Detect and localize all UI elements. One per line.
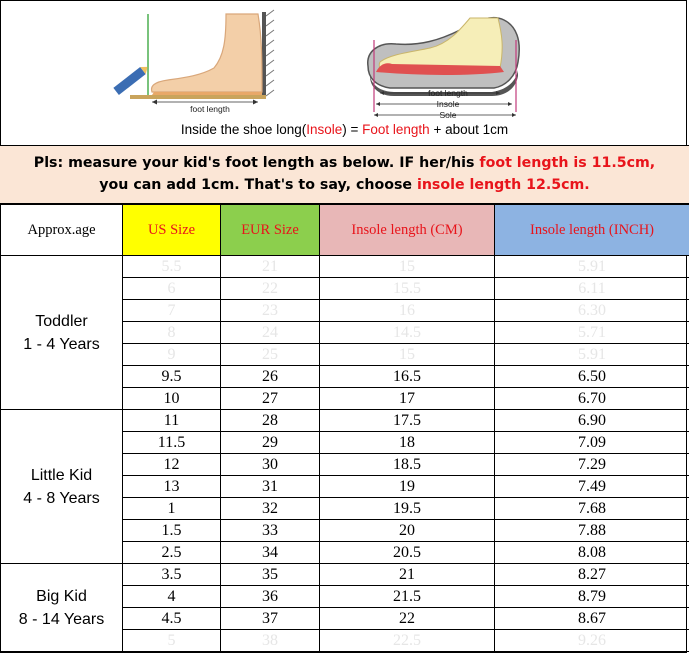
- eur-size-cell: 23: [221, 300, 320, 322]
- caption-equals: ) =: [342, 122, 363, 137]
- size-table-body: [1, 256, 689, 652]
- insole-inch-cell: 6.50: [495, 366, 689, 388]
- insole-inch-cell: 6.11: [495, 278, 689, 300]
- shoe-cutaway-diagram: [368, 18, 519, 120]
- foot-wall-diagram: [113, 10, 274, 114]
- us-size-cell: 6: [123, 278, 221, 300]
- us-size-cell: 1.5: [123, 520, 221, 542]
- header-insole-inch: Insole length (INCH): [495, 205, 689, 256]
- caption-prefix: Inside the shoe long(: [180, 122, 307, 137]
- eur-size-cell: 34: [221, 542, 320, 564]
- eur-size-cell: 28: [221, 410, 320, 432]
- insole-inch-cell: 7.68: [495, 498, 689, 520]
- us-size-cell: 12: [123, 454, 221, 476]
- insole-inch-cell: 5.91: [495, 344, 689, 366]
- notice-text-2: you can add 1cm. That's to say, choose: [99, 177, 417, 193]
- us-size-cell: 9.5: [123, 366, 221, 388]
- header-insole-cm: Insole length (CM): [320, 205, 495, 256]
- insole-cm-cell: 19.5: [320, 498, 495, 520]
- eur-size-cell: 38: [221, 630, 320, 652]
- insole-cm-cell: 22: [320, 608, 495, 630]
- insole-inch-cell: 6.70: [495, 388, 689, 410]
- eur-size-cell: 32: [221, 498, 320, 520]
- eur-size-cell: 22: [221, 278, 320, 300]
- notice-highlight-2: insole length 12.5cm.: [416, 177, 590, 193]
- age-group-name: Big Kid: [36, 587, 87, 605]
- eur-size-cell: 35: [221, 564, 320, 586]
- age-group-name: Little Kid: [30, 466, 93, 484]
- us-size-cell: 2.5: [123, 542, 221, 564]
- foot-icon: [152, 14, 262, 92]
- age-group-range: 8 - 14 Years: [18, 610, 105, 628]
- caption-insole: Insole: [306, 122, 343, 137]
- insole-cm-cell: 18: [320, 432, 495, 454]
- age-group-range: 4 - 8 Years: [23, 489, 100, 507]
- us-size-cell: 13: [123, 476, 221, 498]
- sole-label: Sole: [439, 110, 457, 120]
- eur-size-cell: 26: [221, 366, 320, 388]
- us-size-cell: 5.5: [123, 256, 221, 278]
- right-foot-length-label: foot length: [428, 88, 468, 98]
- age-group-range: 1 - 4 Years: [23, 335, 100, 353]
- insole-cm-cell: 16.5: [320, 366, 495, 388]
- insole-cm-cell: 17: [320, 388, 495, 410]
- eur-size-cell: 21: [221, 256, 320, 278]
- notice-line-2: [0, 174, 689, 196]
- table-row: [1, 564, 689, 586]
- eur-size-cell: 24: [221, 322, 320, 344]
- age-group-cell: [1, 410, 123, 564]
- pencil-icon: [113, 63, 150, 95]
- insole-cm-cell: 21: [320, 564, 495, 586]
- eur-size-cell: 29: [221, 432, 320, 454]
- wall-icon: [262, 12, 266, 98]
- notice-text-1: Pls: measure your kid's foot length as below. IF her/his: [33, 155, 480, 171]
- notice-line-1: [0, 152, 689, 174]
- insole-cm-cell: 15.5: [320, 278, 495, 300]
- us-size-cell: 10: [123, 388, 221, 410]
- table-header-row: [1, 205, 689, 256]
- left-foot-length-label: foot length: [190, 104, 230, 114]
- notice-highlight-1: foot length is 11.5cm,: [479, 155, 656, 171]
- us-size-cell: 11: [123, 410, 221, 432]
- insole-inch-cell: 6.30: [495, 300, 689, 322]
- insole-inch-cell: 8.27: [495, 564, 689, 586]
- insole-cm-cell: 20: [320, 520, 495, 542]
- table-row: [1, 256, 689, 278]
- insole-inch-cell: 5.91: [495, 256, 689, 278]
- us-size-cell: 4: [123, 586, 221, 608]
- us-size-cell: 11.5: [123, 432, 221, 454]
- table-row: [1, 410, 689, 432]
- insole-cm-cell: 22.5: [320, 630, 495, 652]
- insole-inch-cell: 6.90: [495, 410, 689, 432]
- us-size-cell: 1: [123, 498, 221, 520]
- insole-inch-cell: 5.71: [495, 322, 689, 344]
- eur-size-cell: 33: [221, 520, 320, 542]
- eur-size-cell: 36: [221, 586, 320, 608]
- measure-notice: [0, 146, 689, 204]
- us-size-cell: 9: [123, 344, 221, 366]
- age-group-cell: [1, 564, 123, 652]
- eur-size-cell: 30: [221, 454, 320, 476]
- measurement-caption: [0, 122, 689, 137]
- insole-inch-cell: 7.29: [495, 454, 689, 476]
- insole-inch-cell: 7.09: [495, 432, 689, 454]
- eur-size-cell: 37: [221, 608, 320, 630]
- insole-cm-cell: 17.5: [320, 410, 495, 432]
- caption-suffix: + about 1cm: [429, 122, 509, 137]
- age-group-cell: [1, 256, 123, 410]
- insole-label: Insole: [436, 99, 460, 109]
- floor-line: [130, 95, 266, 99]
- eur-size-cell: 25: [221, 344, 320, 366]
- header-us-size: US Size: [123, 205, 221, 256]
- us-size-cell: 3.5: [123, 564, 221, 586]
- insole-inch-cell: 8.67: [495, 608, 689, 630]
- insole-inch-cell: 8.79: [495, 586, 689, 608]
- header-eur-size: EUR Size: [221, 205, 320, 256]
- insole-cm-cell: 18.5: [320, 454, 495, 476]
- insole-cm-cell: 15: [320, 256, 495, 278]
- insole-inch-cell: 8.08: [495, 542, 689, 564]
- measurement-illustration: [0, 0, 689, 146]
- insole-inch-cell: 9.26: [495, 630, 689, 652]
- insole-cm-cell: 15: [320, 344, 495, 366]
- us-size-cell: 8: [123, 322, 221, 344]
- us-size-cell: 4.5: [123, 608, 221, 630]
- eur-size-cell: 27: [221, 388, 320, 410]
- eur-size-cell: 31: [221, 476, 320, 498]
- caption-foot-length: Foot length: [362, 122, 430, 137]
- insole-inch-cell: 7.88: [495, 520, 689, 542]
- insole-cm-cell: 19: [320, 476, 495, 498]
- us-size-cell: 5: [123, 630, 221, 652]
- insole-inch-cell: 7.49: [495, 476, 689, 498]
- age-group-name: Toddler: [35, 312, 88, 330]
- size-table: [0, 204, 689, 652]
- insole-cm-cell: 14.5: [320, 322, 495, 344]
- insole-cm-cell: 20.5: [320, 542, 495, 564]
- header-approx-age: Approx.age: [1, 205, 123, 256]
- insole-cm-cell: 21.5: [320, 586, 495, 608]
- insole-cm-cell: 16: [320, 300, 495, 322]
- us-size-cell: 7: [123, 300, 221, 322]
